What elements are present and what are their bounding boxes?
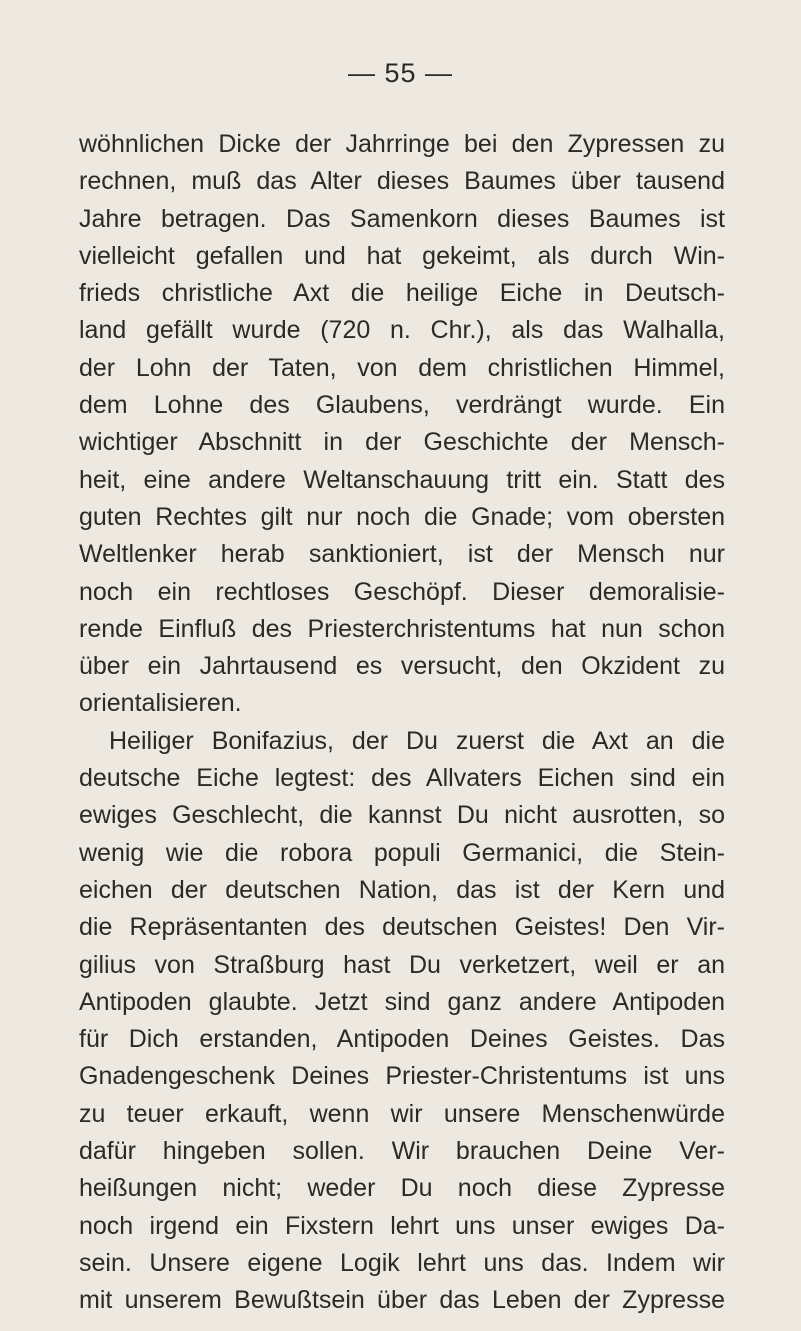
text-line: Antipoden glaubte. Jetzt sind ganz andere Antipoden xyxy=(79,987,725,1016)
text-line: dem Lohne des Glaubens, verdrängt wurde. Ein xyxy=(79,391,725,420)
text-line: guten Rechtes gilt nur noch die Gnade; vom obersten xyxy=(79,502,725,531)
text-line: der Lohn der Taten, von dem christlichen Himmel, xyxy=(79,353,725,382)
page-number: — 55 — xyxy=(347,58,454,88)
text-line: Jahre betragen. Das Samenkorn dieses Baumes ist xyxy=(79,204,725,233)
text-line: noch ein rechtloses Geschöpf. Dieser demoralisie- xyxy=(79,577,725,606)
text-line: dafür hingeben sollen. Wir brauchen Deine Ver- xyxy=(79,1137,725,1166)
text-line: Gnadengeschenk Deines Priester-Christentums ist uns xyxy=(79,1062,725,1091)
text-line: eichen der deutschen Nation, das ist der Kern und xyxy=(79,875,725,904)
text-line: ewiges Geschlecht, die kannst Du nicht ausrotten, so xyxy=(79,801,725,830)
text-line: rechnen, muß das Alter dieses Baumes über tausend xyxy=(79,167,725,196)
text-line: mit unserem Bewußtsein über das Leben der Zypresse xyxy=(79,1286,725,1315)
text-line: Heiliger Bonifazius, der Du zuerst die Axt an die xyxy=(109,726,725,755)
paragraph-2 xyxy=(79,723,725,1320)
text-line: orientalisieren. xyxy=(79,689,242,718)
text-line: die Repräsentanten des deutschen Geistes! Den Vir- xyxy=(79,913,725,942)
text-line: gilius von Straßburg hast Du verketzert, weil er an xyxy=(79,950,725,979)
text-line: rende Einfluß des Priesterchristentums hat nun schon xyxy=(79,614,725,643)
text-line: Weltlenker herab sanktioniert, ist der Mensch nur xyxy=(79,540,725,569)
text-line: über ein Jahrtausend es versucht, den Okzident zu xyxy=(79,652,725,681)
text-line: deutsche Eiche legtest: des Allvaters Eichen sind ein xyxy=(79,764,725,793)
text-line: vielleicht gefallen und hat gekeimt, als durch Win- xyxy=(79,241,725,270)
text-line: heißungen nicht; weder Du noch diese Zypresse xyxy=(79,1174,725,1203)
text-line: für Dich erstanden, Antipoden Deines Geistes. Das xyxy=(79,1025,725,1054)
text-line: frieds christliche Axt die heilige Eiche in Deutsch- xyxy=(79,279,725,308)
body-text xyxy=(79,126,725,1320)
text-line: land gefällt wurde (720 n. Chr.), als das Walhalla, xyxy=(79,316,725,345)
text-line: wöhnlichen Dicke der Jahrringe bei den Zypressen zu xyxy=(79,130,725,158)
paragraph-1 xyxy=(79,126,725,723)
text-line: zu teuer erkauft, wenn wir unsere Menschenwürde xyxy=(79,1099,725,1128)
text-line: wichtiger Abschnitt in der Geschichte der Mensch- xyxy=(79,428,725,457)
text-line: sein. Unsere eigene Logik lehrt uns das. Indem wir xyxy=(79,1248,725,1277)
text-line: noch irgend ein Fixstern lehrt uns unser ewiges Da- xyxy=(79,1211,725,1240)
text-line: heit, eine andere Weltanschauung tritt ein. Statt des xyxy=(79,465,725,494)
text-line: wenig wie die robora populi Germanici, die Stein- xyxy=(79,838,725,867)
